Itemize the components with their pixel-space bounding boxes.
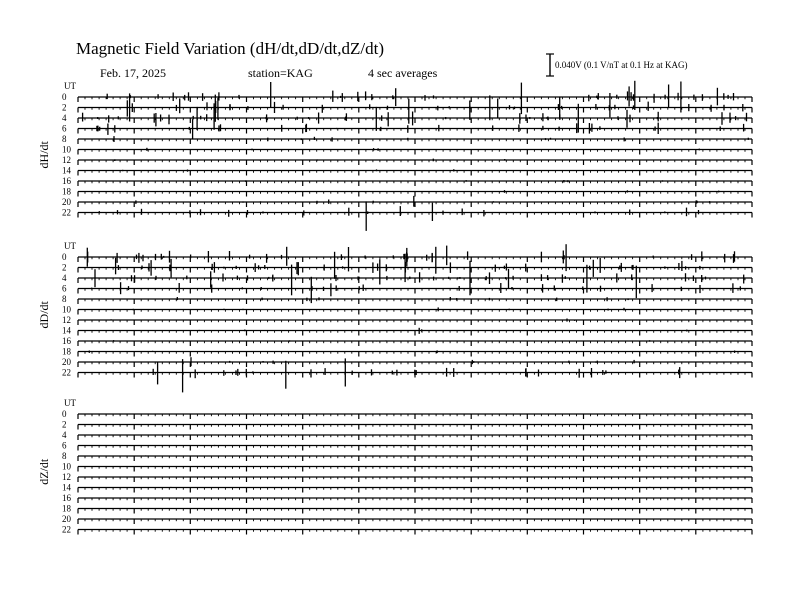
row-label: 10 <box>62 144 71 155</box>
panels-container <box>37 81 752 535</box>
date-label: Feb. 17, 2025 <box>100 66 166 80</box>
row-ut-12 <box>62 472 752 482</box>
row-label: 2 <box>62 102 67 113</box>
row-label: 0 <box>62 92 67 102</box>
row-ut-22 <box>62 358 752 392</box>
row-label: 18 <box>62 186 71 197</box>
row-label: 20 <box>62 357 71 367</box>
row-label: 14 <box>62 165 71 176</box>
panel-dZ-dt <box>37 398 752 535</box>
row-ut-12 <box>62 155 752 165</box>
row-ut-18 <box>62 187 752 197</box>
row-label: 16 <box>62 493 71 503</box>
ut-label: UT <box>64 241 76 251</box>
row-ut-4 <box>62 430 752 440</box>
row-label: 0 <box>62 252 67 262</box>
row-ut-16 <box>62 176 752 186</box>
row-label: 22 <box>62 524 71 535</box>
row-label: 12 <box>62 472 71 482</box>
averaging-label: 4 sec averages <box>368 66 438 80</box>
row-ut-10 <box>62 145 752 155</box>
row-ut-22 <box>62 201 752 231</box>
row-label: 10 <box>62 461 71 472</box>
row-ut-18 <box>62 504 752 514</box>
ut-label: UT <box>64 398 76 408</box>
row-label: 2 <box>62 419 67 430</box>
row-label: 18 <box>62 503 71 514</box>
row-label: 14 <box>62 325 71 336</box>
row-ut-2 <box>62 420 752 430</box>
row-label: 18 <box>62 346 71 357</box>
row-ut-12 <box>62 315 752 325</box>
row-ut-8 <box>62 451 752 461</box>
row-label: 12 <box>62 315 71 325</box>
chart-title: Magnetic Field Variation (dH/dt,dD/dt,dZ/dt) <box>76 39 385 58</box>
row-ut-14 <box>62 166 752 176</box>
row-label: 22 <box>62 207 71 218</box>
row-ut-20 <box>62 514 752 524</box>
panel-dH-dt <box>37 81 752 231</box>
row-label: 8 <box>62 294 67 304</box>
row-label: 12 <box>62 155 71 165</box>
row-ut-8 <box>62 294 752 304</box>
row-label: 4 <box>62 113 67 123</box>
row-label: 0 <box>62 409 67 419</box>
row-label: 2 <box>62 262 67 273</box>
row-ut-0 <box>62 244 752 274</box>
scale-bar <box>546 54 688 76</box>
row-ut-10 <box>62 462 752 472</box>
row-ut-14 <box>62 326 752 336</box>
row-label: 20 <box>62 514 71 524</box>
panel-ylabel: dZ/dt <box>37 458 51 485</box>
row-ut-20 <box>62 357 752 367</box>
row-ut-6 <box>62 441 752 451</box>
row-ut-22 <box>62 525 752 535</box>
ut-label: UT <box>64 81 76 91</box>
row-label: 8 <box>62 134 67 144</box>
row-label: 16 <box>62 336 71 346</box>
row-ut-6 <box>62 119 752 139</box>
station-label: station=KAG <box>248 66 313 80</box>
row-label: 4 <box>62 430 67 440</box>
row-ut-20 <box>62 196 752 207</box>
panel-ylabel: dH/dt <box>37 141 51 169</box>
row-ut-16 <box>62 336 752 346</box>
scale-note: 0.040V (0.1 V/nT at 0.1 Hz at KAG) <box>555 60 688 70</box>
row-label: 4 <box>62 273 67 283</box>
row-ut-14 <box>62 483 752 493</box>
row-label: 10 <box>62 304 71 315</box>
row-label: 8 <box>62 451 67 461</box>
row-label: 16 <box>62 176 71 186</box>
row-ut-0 <box>62 409 752 419</box>
row-ut-10 <box>62 305 752 315</box>
row-label: 22 <box>62 367 71 378</box>
row-label: 6 <box>62 283 67 294</box>
row-label: 6 <box>62 440 67 451</box>
row-label: 6 <box>62 123 67 134</box>
panel-dD-dt <box>37 241 752 392</box>
row-label: 20 <box>62 197 71 207</box>
panel-ylabel: dD/dt <box>37 301 51 329</box>
row-ut-16 <box>62 493 752 503</box>
row-ut-18 <box>62 347 752 357</box>
row-ut-8 <box>62 134 752 144</box>
row-label: 14 <box>62 482 71 493</box>
